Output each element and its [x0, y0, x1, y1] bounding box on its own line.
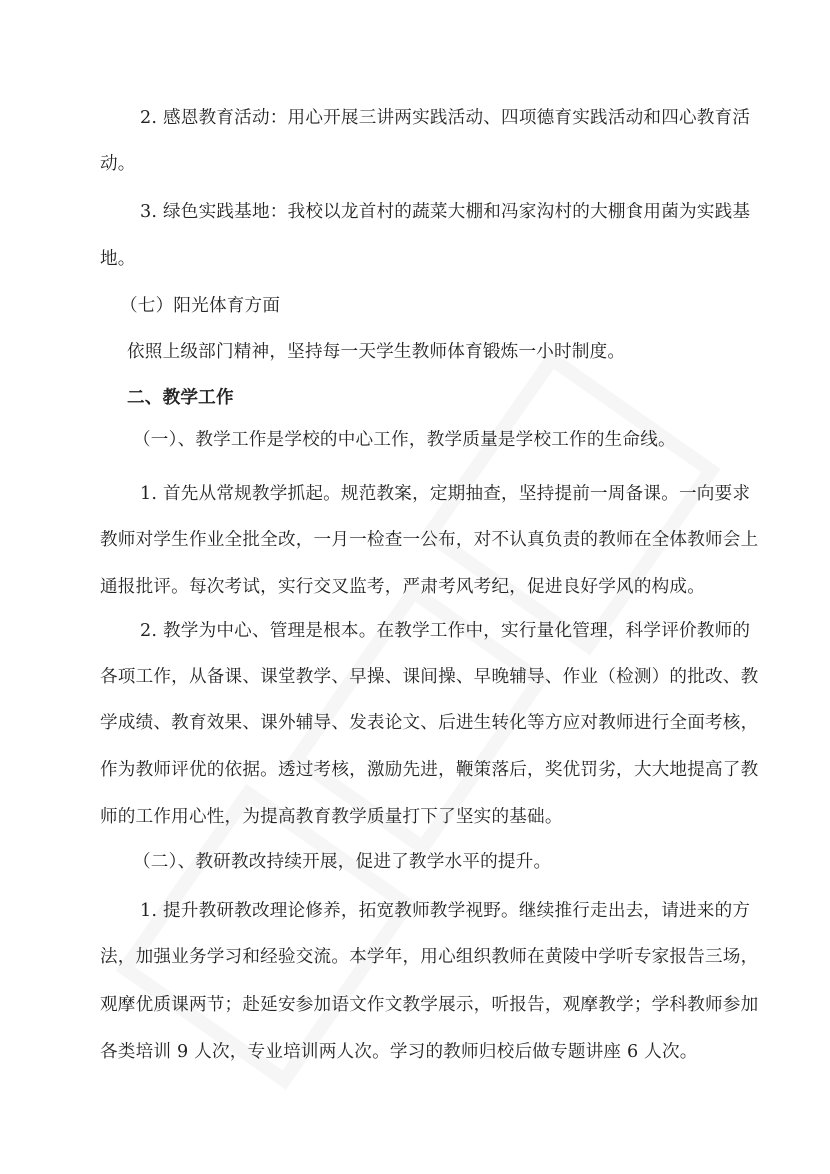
- paragraph-line: 师的工作用心性，为提高教育教学质量打下了坚实的基础。: [100, 807, 563, 827]
- paragraph-line: 各项工作，从备课、课堂教学、早操、课间操、早晚辅导、作业（检测）的批改、教: [100, 667, 759, 687]
- paragraph-line: 观摩优质课两节；赴延安参加语文作文教学展示，听报告，观摩教学；学科教师参加: [100, 995, 759, 1015]
- paragraph-line: 法，加强业务学习和经验交流。本学年，用心组织教师在黄陵中学听专家报告三场，: [100, 947, 759, 967]
- paragraph-line: 教师对学生作业全批全改，一月一检查一公布，对不认真负责的教师在全体教师会上: [100, 530, 759, 550]
- paragraph-line: 2. 感恩教育活动：用心开展三讲两实践活动、四项德育实践活动和四心教育活: [140, 108, 751, 128]
- paragraph-line: 3. 绿色实践基地：我校以龙首村的蔬菜大棚和冯家沟村的大棚食用菌为实践基: [140, 202, 751, 222]
- paragraph-line: 2. 教学为中心、管理是根本。在教学工作中，实行量化管理，科学评价教师的: [140, 621, 751, 641]
- section-heading: 二、教学工作: [127, 387, 234, 408]
- paragraph-line: 地。: [100, 249, 136, 269]
- subsection-heading: （二）、教研教改持续开展，促进了教学水平的提升。: [133, 852, 552, 872]
- paragraph-line: 依照上级部门精神，坚持每一天学生教师体育锻炼一小时制度。: [127, 342, 626, 362]
- subsection-heading: （一）、教学工作是学校的中心工作，教学质量是学校工作的生命线。: [133, 430, 676, 450]
- paragraph-line: 通报批评。每次考试，实行交叉监考，严肃考风考纪，促进良好学风的构成。: [100, 577, 705, 597]
- paragraph-line: 1. 首先从常规教学抓起。规范教案，定期抽查，坚持提前一周备课。一向要求: [140, 484, 751, 504]
- paragraph-line: 各类培训 9 人次，专业培训两人次。学习的教师归校后做专题讲座 6 人次。: [100, 1042, 698, 1062]
- section-heading: （七）阳光体育方面: [120, 296, 281, 316]
- paragraph-line: 学成绩、教育效果、课外辅导、发表论文、后进生转化等方应对教师进行全面考核，: [100, 713, 759, 733]
- paragraph-line: 1. 提升教研教改理论修养，拓宽教师教学视野。继续推行走出去，请进来的方: [140, 901, 751, 921]
- paragraph-line: 动。: [100, 154, 136, 174]
- paragraph-line: 作为教师评优的依据。透过考核，激励先进，鞭策落后，奖优罚劣，大大地提高了教: [100, 760, 759, 780]
